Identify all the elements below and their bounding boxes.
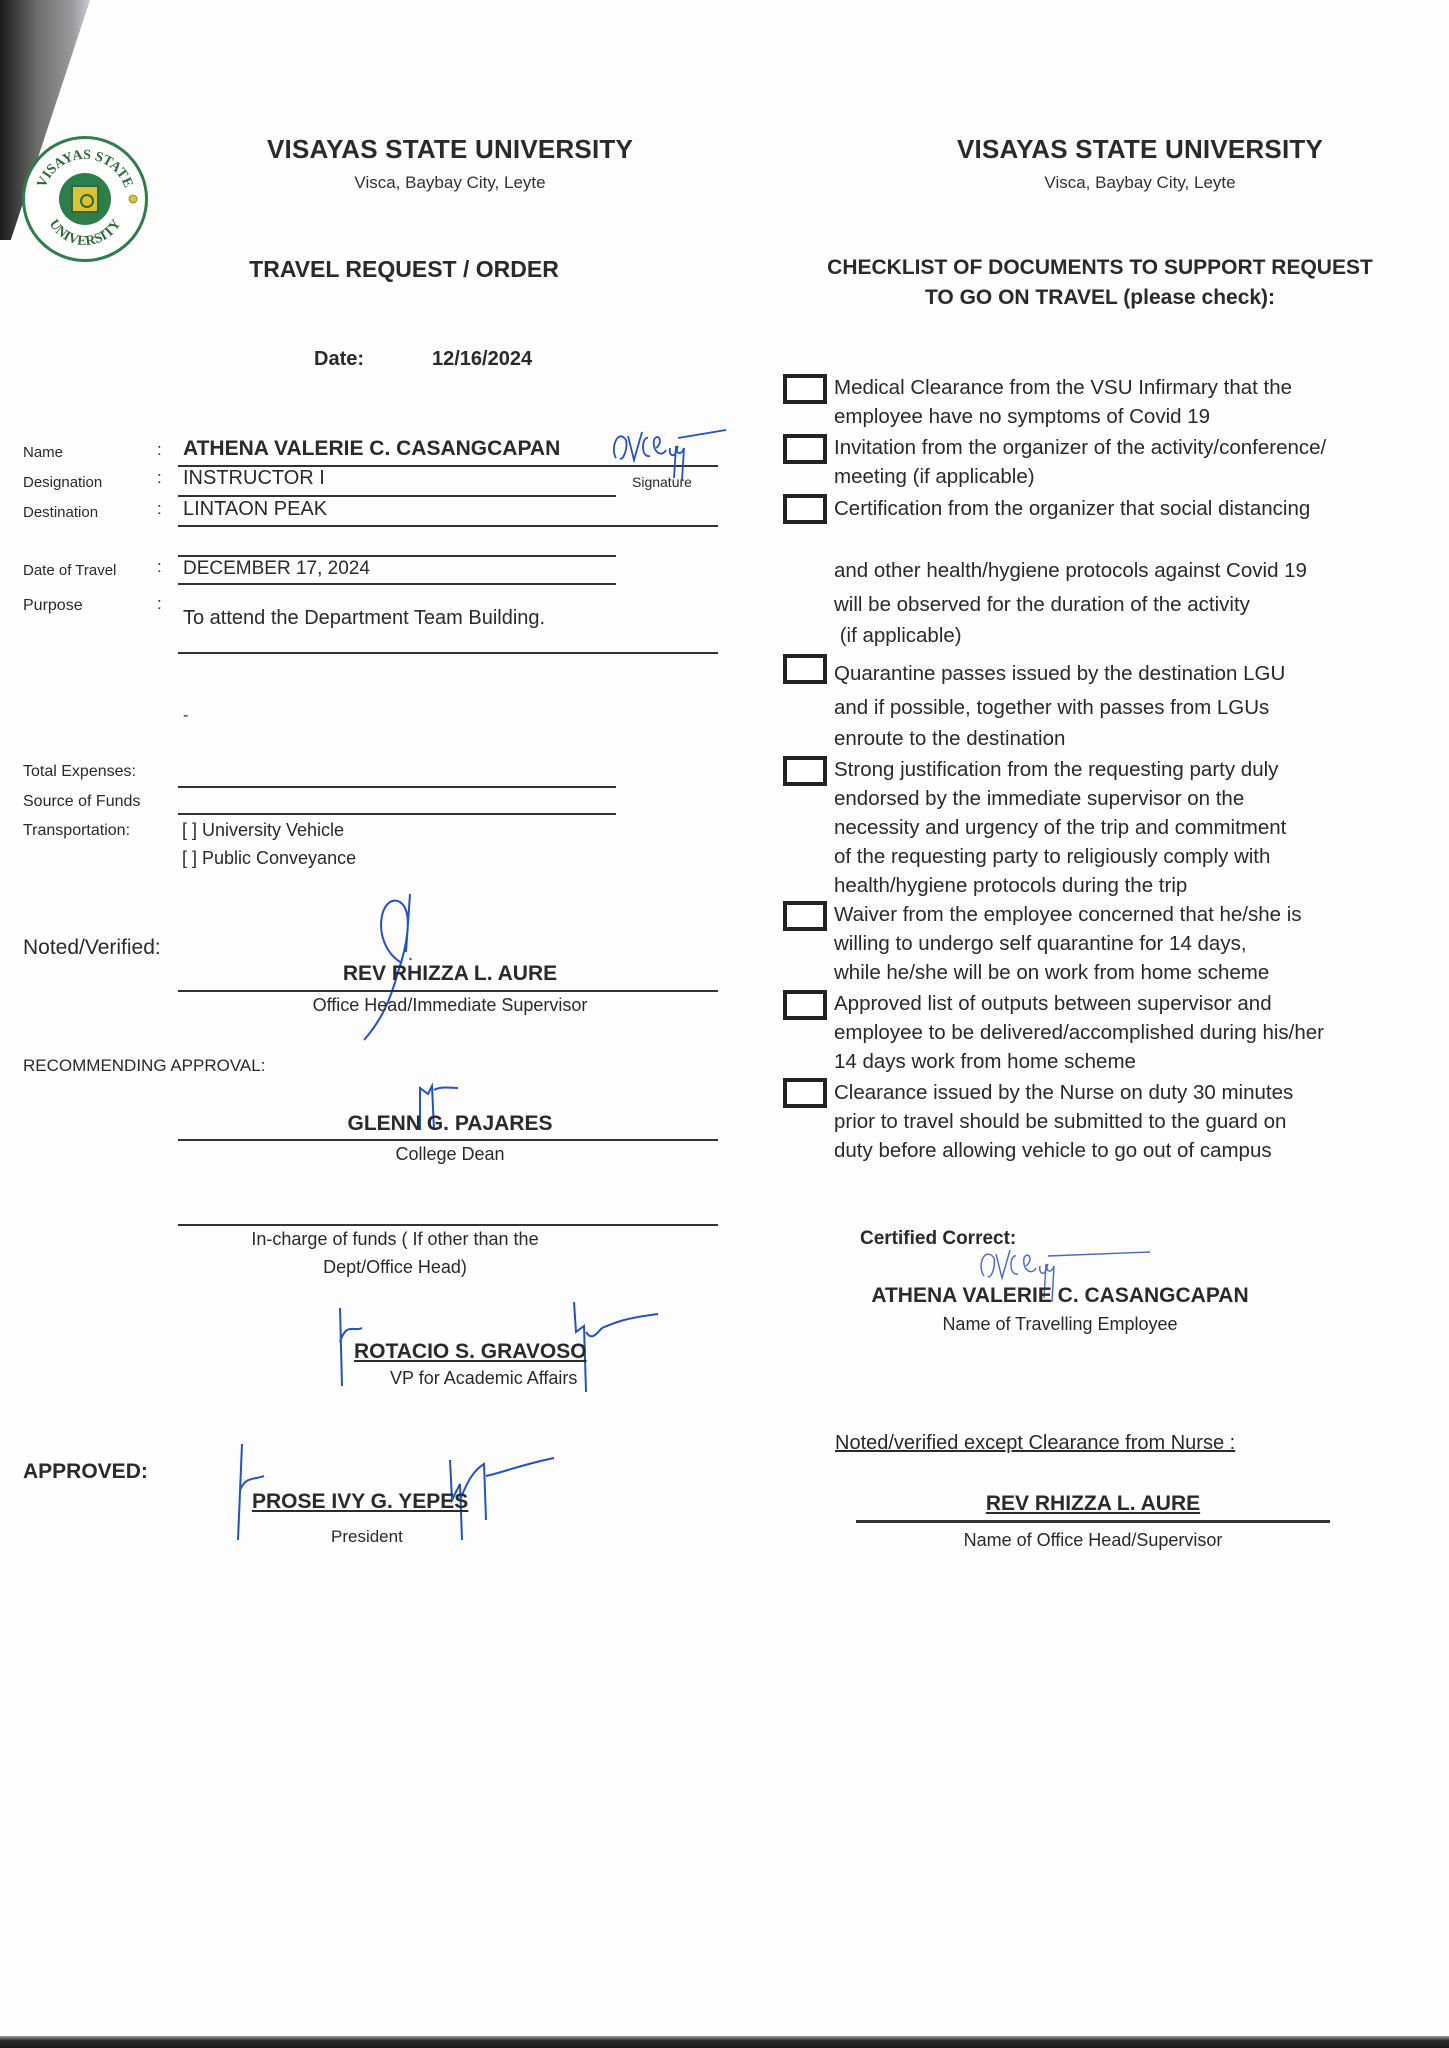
blank-underline [178,555,616,557]
checklist-checkbox[interactable] [783,1078,827,1108]
checklist-item-text: Strong justification from the requesting party duly endorsed by the immediate supervisor on the necessity and urgency of the trip and commitment of the requesting party to religiously comply with health/hygiene protocols during the trip [834,758,1287,897]
stray-dash: - [183,707,189,724]
right-university-title: VISAYAS STATE UNIVERSITY [956,134,1323,164]
date-value: 12/16/2024 [432,348,533,370]
checklist-title-line1: CHECKLIST OF DOCUMENTS TO SUPPORT REQUEST [827,256,1373,279]
travelling-employee-name: ATHENA VALERIE C. CASANGCAPAN [871,1284,1249,1307]
checklist-checkbox[interactable] [783,374,827,404]
office-head-signature-line [856,1520,1330,1523]
checklist-item-text: Waiver from the employee concerned that he/she is willing to undergo self quarantine for 14 days, while he/she will be on work from home scheme [834,903,1302,984]
seal-emblem-icon [71,185,99,213]
destination-colon: : [157,499,162,518]
checklist-checkbox[interactable] [783,494,827,524]
svg-text:UNIVERSITY: UNIVERSITY [45,217,125,250]
president-role: President [331,1527,403,1546]
date-of-travel-value[interactable]: DECEMBER 17, 2024 [183,558,370,579]
checklist-checkbox[interactable] [783,901,827,931]
purpose-underline [178,652,718,654]
destination-value[interactable]: LINTAON PEAK [183,498,328,520]
checklist-checkbox[interactable] [783,434,827,464]
dean-role: College Dean [395,1144,505,1164]
checklist-item-text: Quarantine passes issued by the destination LGU and if possible, together with passes from LGUs enroute to the destination [834,662,1286,750]
vp-role: VP for Academic Affairs [390,1368,578,1388]
designation-label: Designation [23,474,103,491]
dean-signature-line [178,1139,718,1141]
funds-role-line1: In-charge of funds ( If other than the [251,1229,539,1249]
checklist-checkbox[interactable] [783,990,827,1020]
date-of-travel-colon: : [157,557,162,576]
left-university-address: Visca, Baybay City, Leyte [354,173,546,192]
signature-label: Signature [632,474,692,490]
funds-signature-line [178,1224,718,1226]
date-label: Date: [314,348,365,370]
date-of-travel-underline [178,583,616,585]
seal-inner-circle [59,173,111,225]
designation-colon: : [157,468,162,487]
total-expenses-underline[interactable] [178,786,616,788]
purpose-colon: : [157,594,162,613]
destination-label: Destination [23,504,99,521]
funds-role-line2: Dept/Office Head) [323,1257,467,1277]
right-university-address: Visca, Baybay City, Leyte [1044,173,1236,192]
destination-underline [178,525,718,527]
checklist-item-text: Invitation from the organizer of the activity/conference/ meeting (if applicable) [834,436,1327,488]
certified-correct-label: Certified Correct: [860,1228,1017,1249]
designation-value[interactable]: INSTRUCTOR I [183,467,325,489]
office-head-role: Name of Office Head/Supervisor [963,1530,1223,1550]
scan-bottom-edge [0,2036,1449,2048]
name-colon: : [157,440,162,459]
noted-verified-label: Noted/Verified: [23,936,161,959]
noted-signer-role: Office Head/Immediate Supervisor [312,995,588,1015]
supervisor-signature [360,872,450,1047]
checklist-item-text: Medical Clearance from the VSU Infirmary that the employee have no symptoms of Covid 19 [834,376,1293,428]
date-of-travel-label: Date of Travel [23,562,117,579]
noted-signature-line [178,990,718,992]
form-title: TRAVEL REQUEST / ORDER [249,256,559,282]
checklist-item-text: Certification from the organizer that social distancing and other health/hygiene protocols against Covid 19 will be observed for the duration of the activity (if applicable) [834,497,1311,647]
purpose-label: Purpose [23,597,83,614]
left-university-title: VISAYAS STATE UNIVERSITY [266,134,633,164]
name-value[interactable]: ATHENA VALERIE C. CASANGCAPAN [183,437,561,460]
checklist-item-text: Approved list of outputs between supervisor and employee to be delivered/accomplished during his/her 14 days work from home scheme [834,992,1325,1073]
transport-option-public-conveyance[interactable]: [ ] Public Conveyance [182,848,357,868]
approved-label: APPROVED: [23,1460,148,1483]
source-of-funds-underline[interactable] [178,813,616,815]
noted-except-label: Noted/verified except Clearance from Nurse : [835,1432,1236,1454]
checklist-title-line2: TO GO ON TRAVEL (please check): [924,286,1276,309]
office-head-name: REV RHIZZA L. AURE [985,1492,1201,1515]
checklist-checkbox[interactable] [783,756,827,786]
purpose-value[interactable]: To attend the Department Team Building. [183,607,546,629]
checklist-item-text: Clearance issued by the Nurse on duty 30 minutes prior to travel should be submitted to the guard on duty before allowing vehicle to go out of campus [834,1081,1294,1162]
source-of-funds-label: Source of Funds [23,793,141,810]
travelling-employee-role: Name of Travelling Employee [942,1314,1178,1334]
dean-name: GLENN G. PAJARES [347,1112,553,1135]
transportation-label: Transportation: [23,822,131,839]
transport-option-university-vehicle[interactable]: [ ] University Vehicle [182,820,345,840]
designation-underline [178,495,616,497]
recommending-approval-label: RECOMMENDING APPROVAL: [23,1056,266,1075]
svg-text:VISAYAS STATE: VISAYAS STATE [34,147,136,191]
checklist-checkbox[interactable] [783,654,827,684]
president-name: PROSE IVY G. YEPES [252,1490,469,1513]
noted-signer-name: REV RHIZZA L. AURE [342,962,558,985]
vp-name: ROTACIO S. GRAVOSO [354,1340,587,1363]
total-expenses-label: Total Expenses: [23,763,136,780]
name-label: Name [23,444,64,461]
university-seal-logo [22,136,148,262]
